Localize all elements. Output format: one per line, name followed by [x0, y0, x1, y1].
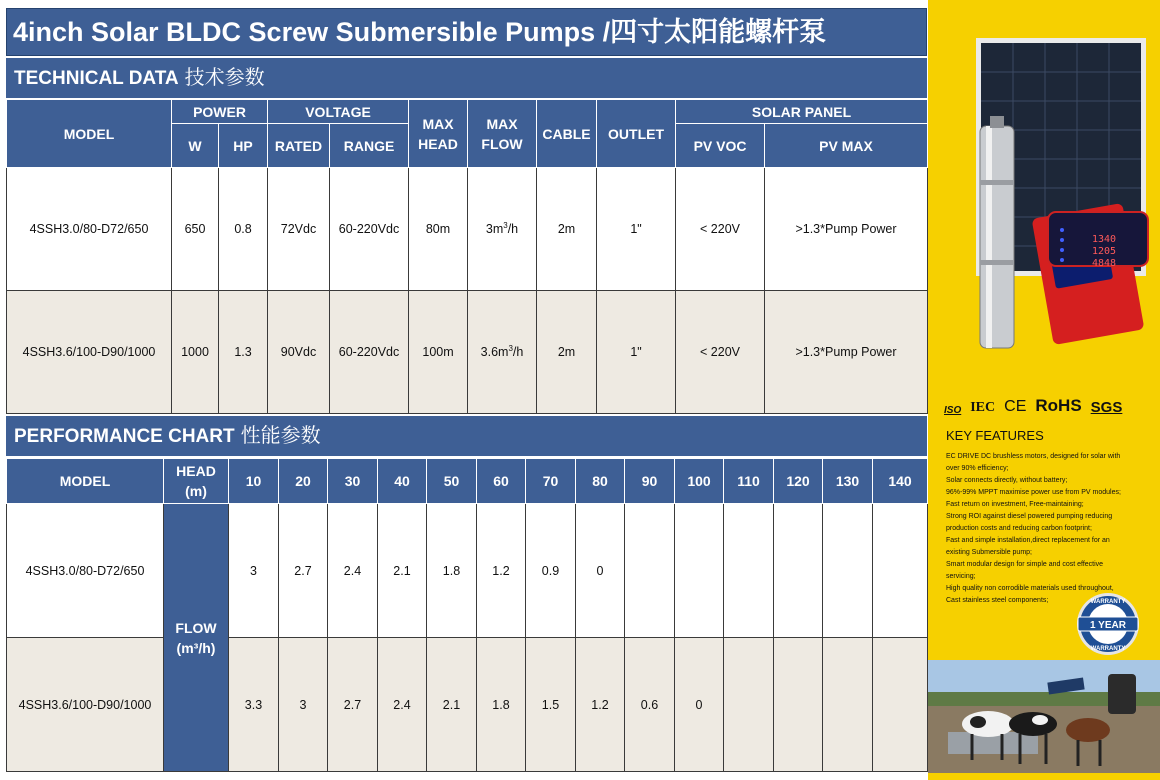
technical-data-heading-en: TECHNICAL DATA	[14, 68, 179, 89]
flow-value-cell	[873, 504, 928, 638]
ce-logo: CE	[1004, 398, 1027, 415]
flow-label-cell	[164, 504, 229, 772]
col-header-rated: RATED	[268, 124, 330, 168]
flow-value-cell: 2.7	[279, 504, 328, 638]
col-header-head: HEAD (m)	[164, 459, 229, 504]
flow-value-cell: 1.8	[427, 504, 477, 638]
flow-value-cell	[823, 638, 873, 772]
technical-data-table	[6, 99, 928, 414]
max-flow-cell: $3.6m^3/h$	[468, 291, 537, 414]
sgs-logo: SGS	[1090, 399, 1123, 416]
outlet-cell: 1"	[597, 168, 676, 291]
performance-chart-heading-en: PERFORMANCE CHART	[14, 426, 235, 447]
flow-value-cell	[823, 504, 873, 638]
table-row	[7, 504, 928, 638]
col-header-head-110: 110	[724, 459, 774, 504]
flow-value-cell	[774, 504, 823, 638]
power-hp-cell: 1.3	[219, 291, 268, 414]
flow-unit: /h	[507, 222, 519, 237]
key-feature-line: EC DRIVE DC brushless motors, designed for solar with	[946, 453, 1121, 460]
voltage-range-cell: 60-220Vdc	[330, 291, 409, 414]
col-header-head-50: 50	[427, 459, 477, 504]
performance-table	[6, 458, 928, 772]
col-header-voltage: VOLTAGE	[268, 100, 409, 124]
col-header-pv-max: PV MAX	[765, 124, 928, 168]
flow-value-cell	[724, 504, 774, 638]
col-header-outlet: OUTLET	[597, 100, 676, 168]
pv-max-cell: >1.3*Pump Power	[765, 291, 928, 414]
technical-data-heading-zh: 技术参数	[184, 67, 265, 89]
key-feature-line: 96%-99% MPPT maximise power use from PV modules;	[946, 489, 1121, 496]
flow-value-cell: 1.5	[526, 638, 576, 772]
col-header-solar-panel: SOLAR PANEL	[676, 100, 928, 124]
controller-reading-2: 1205	[1092, 246, 1117, 257]
flow-value-cell: 1.2	[576, 638, 625, 772]
key-feature-line: production costs and reducing carbon footprint;	[946, 525, 1092, 532]
controller-reading-3: 4848	[1092, 258, 1117, 269]
controller-reading-1: 1340	[1092, 234, 1117, 245]
key-feature-line: Fast return on investment, Free-maintaining;	[946, 501, 1084, 508]
flow-unit-label: (m³/h)	[176, 639, 216, 656]
flow-label: FLOW	[175, 619, 217, 636]
col-header-w: W	[172, 124, 219, 168]
col-header-head-70: 70	[526, 459, 576, 504]
col-header-head-80: 80	[576, 459, 625, 504]
key-feature-line: Smart modular design for simple and cost effective	[946, 561, 1104, 568]
key-feature-line: Cast stainless steel components;	[946, 597, 1049, 604]
col-header-head-90: 90	[625, 459, 675, 504]
iec-logo: IEC	[970, 400, 996, 415]
model-cell: 4SSH3.6/100-D90/1000	[7, 638, 164, 772]
power-w-cell: 650	[172, 168, 219, 291]
flow-value-cell: 0	[576, 504, 625, 638]
voltage-range-cell: 60-220Vdc	[330, 168, 409, 291]
iso-logo: ISO	[944, 405, 962, 416]
rated-voltage-cell: 90Vdc	[268, 291, 330, 414]
table-row	[7, 168, 928, 291]
key-feature-line: High quality non corrodible materials used throughout,	[946, 585, 1114, 592]
warranty-top-text: WARRANTY	[1090, 599, 1126, 605]
power-w-cell: 1000	[172, 291, 219, 414]
table-row	[7, 291, 928, 414]
rohs-logo: RoHS	[1035, 396, 1082, 415]
key-feature-line: Fast and simple installation,direct replacement for an	[946, 537, 1110, 544]
pv-voc-cell: < 220V	[676, 168, 765, 291]
col-header-model: MODEL	[7, 459, 164, 504]
flow-value-cell: 0.6	[625, 638, 675, 772]
flow-value-cell: 1.8	[477, 638, 526, 772]
flow-value-cell: 2.1	[427, 638, 477, 772]
flow-value-cell	[675, 504, 724, 638]
model-cell: 4SSH3.0/80-D72/650	[7, 168, 172, 291]
col-header-head-120: 120	[774, 459, 823, 504]
flow-value-cell: 1.2	[477, 504, 526, 638]
model-cell: 4SSH3.6/100-D90/1000	[7, 291, 172, 414]
max-flow-cell: $3m^3/h$	[468, 168, 537, 291]
flow-value-cell: 2.1	[378, 504, 427, 638]
col-header-power: POWER	[172, 100, 268, 124]
pv-max-cell: >1.3*Pump Power	[765, 168, 928, 291]
col-header-pv-voc: PV VOC	[676, 124, 765, 168]
col-header-head-40: 40	[378, 459, 427, 504]
col-header-head-130: 130	[823, 459, 873, 504]
col-header-range: RANGE	[330, 124, 409, 168]
rated-voltage-cell: 72Vdc	[268, 168, 330, 291]
flow-value-cell: 0	[675, 638, 724, 772]
flow-value-cell: 3	[229, 504, 279, 638]
key-feature-line: over 90% efficiency;	[946, 465, 1009, 472]
col-header-max-flow: MAX FLOW	[468, 100, 537, 168]
col-header-model: MODEL	[7, 100, 172, 168]
warranty-bottom-text: WARRANTY	[1090, 646, 1126, 652]
flow-value-cell: 0.9	[526, 504, 576, 638]
performance-chart-heading-zh: 性能参数	[240, 425, 321, 447]
flow-value-cell	[774, 638, 823, 772]
key-feature-line: existing Submersible pump;	[946, 549, 1032, 556]
max-head-cell: 100m	[409, 291, 468, 414]
product-photo	[944, 30, 1154, 360]
col-header-hp: HP	[219, 124, 268, 168]
flow-value-cell: 3.3	[229, 638, 279, 772]
flow-value-cell	[625, 504, 675, 638]
model-cell: 4SSH3.0/80-D72/650	[7, 504, 164, 638]
cable-cell: 2m	[537, 291, 597, 414]
key-feature-line: Solar connects directly, without battery;	[946, 477, 1068, 484]
flow-value: 3.6m	[480, 345, 509, 360]
flow-value-cell: 2.4	[378, 638, 427, 772]
flow-value-cell: 3	[279, 638, 328, 772]
key-feature-line: servicing;	[946, 573, 976, 580]
product-sidebar	[928, 0, 1160, 780]
table-row	[7, 638, 928, 772]
col-header-cable: CABLE	[537, 100, 597, 168]
flow-unit: /h	[512, 345, 524, 360]
col-header-head-140: 140	[873, 459, 928, 504]
key-features-list	[946, 451, 1154, 607]
col-header-head-100: 100	[675, 459, 724, 504]
flow-value-cell	[873, 638, 928, 772]
outlet-cell: 1"	[597, 291, 676, 414]
pv-voc-cell: < 220V	[676, 291, 765, 414]
certification-logos	[944, 396, 1122, 416]
flow-value-cell: 2.7	[328, 638, 378, 772]
technical-data-heading	[6, 58, 927, 98]
key-feature-line: Strong ROI against diesel powered pumping reducing	[946, 513, 1113, 520]
max-head-cell: 80m	[409, 168, 468, 291]
warranty-main-text: 1 YEAR	[1090, 620, 1126, 631]
col-header-head-10: 10	[229, 459, 279, 504]
flow-value: 3m	[485, 222, 504, 237]
col-header-head-30: 30	[328, 459, 378, 504]
cable-cell: 2m	[537, 168, 597, 291]
performance-chart-heading	[6, 416, 927, 456]
farm-photo	[928, 660, 1160, 773]
flow-value-cell	[724, 638, 774, 772]
power-hp-cell: 0.8	[219, 168, 268, 291]
col-header-head-60: 60	[477, 459, 526, 504]
flow-value-cell: 2.4	[328, 504, 378, 638]
key-features-title: KEY FEATURES	[946, 428, 1044, 443]
page-title: 4inch Solar BLDC Screw Submersible Pumps /四寸太阳能螺杆泵	[6, 8, 927, 56]
col-header-max-head: MAX HEAD	[409, 100, 468, 168]
col-header-head-20: 20	[279, 459, 328, 504]
warranty-badge	[1076, 592, 1140, 656]
